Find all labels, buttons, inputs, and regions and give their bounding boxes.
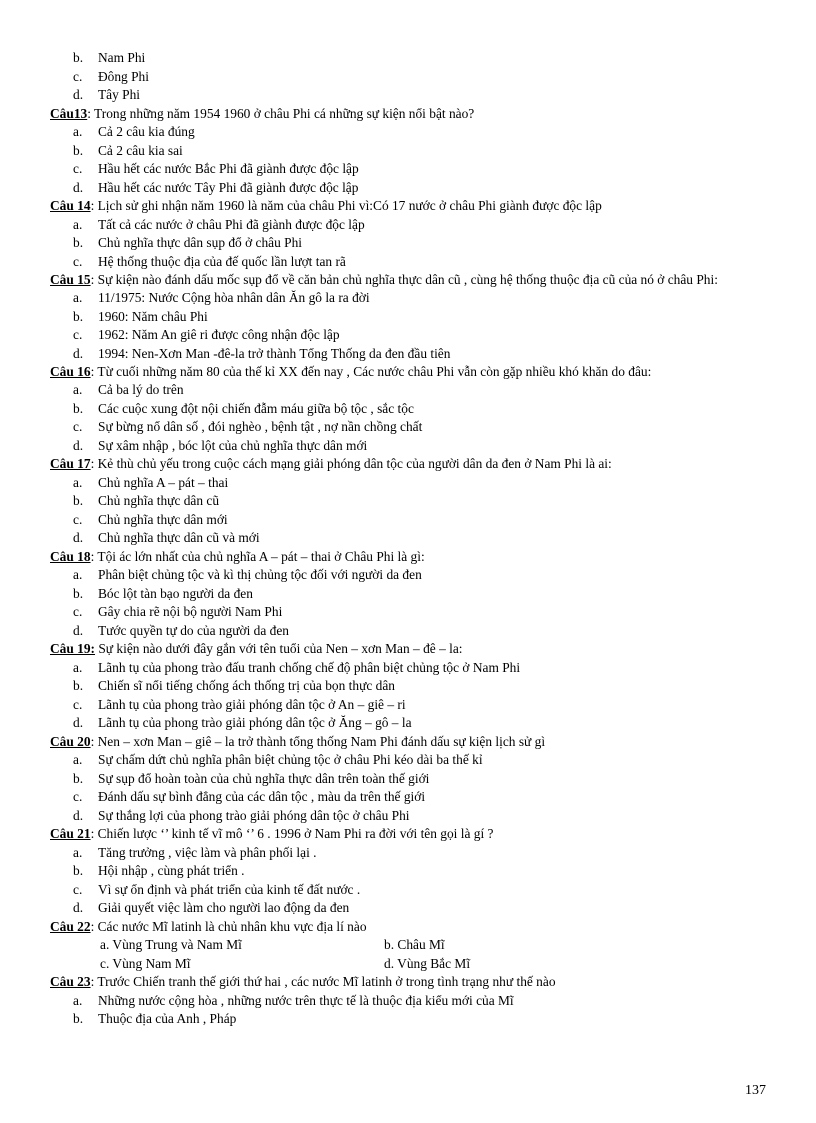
- option-text: Cả 2 câu kia sai: [98, 142, 183, 158]
- answer-option: [50, 418, 770, 437]
- question-block: [50, 105, 770, 198]
- question-number: Câu 18: [50, 548, 91, 564]
- answer-option-row: [50, 955, 770, 974]
- answer-option: [50, 381, 770, 400]
- option-text: Hệ thống thuộc địa của đế quốc lần lượt tan rã: [98, 253, 346, 269]
- answer-option: [50, 696, 770, 715]
- answer-option: [50, 529, 770, 548]
- option-text: Phân biệt chủng tộc và kì thị chủng tộc đối với người da đen: [98, 567, 422, 582]
- answer-option: [50, 714, 770, 733]
- option-label: b.: [73, 235, 84, 250]
- option-label: d.: [73, 900, 84, 915]
- option-label: c.: [73, 696, 83, 712]
- question-text: [50, 918, 770, 937]
- option-label: a.: [73, 124, 83, 139]
- option-text: Đánh dấu sự bình đẳng của các dân tộc , màu da trên thế giới: [98, 789, 426, 804]
- option-label: b.: [73, 400, 84, 416]
- answer-option: [50, 345, 770, 364]
- document-page: [50, 49, 770, 1029]
- answer-option: [50, 86, 770, 105]
- option-text: Tăng trưởng , việc làm và phân phối lại .: [98, 844, 317, 860]
- question-block: [50, 918, 770, 974]
- question-text: [50, 825, 770, 844]
- option-label: d.: [73, 87, 84, 102]
- question-text: [50, 271, 770, 289]
- question-text: [50, 363, 770, 381]
- option-label: b.: [73, 308, 84, 324]
- question-prompt: : Sự kiện nào đánh dấu mốc sụp đổ về căn bản chủ nghĩa thực dân cũ , cùng hệ thống thuộc địa cũ của nó ở châu Phi:: [90, 272, 718, 287]
- question-number: Câu 17: [50, 456, 91, 471]
- option-label: c.: [73, 68, 83, 84]
- option-text: Giải quyết việc làm cho người lao động da đen: [98, 900, 350, 915]
- option-label: d.: [73, 437, 84, 453]
- question-prompt: : Từ cuối những năm 80 của thế kỉ XX đến nay , Các nước châu Phi vẫn còn gặp nhiều khó khăn do đâu:: [90, 364, 652, 379]
- question-prompt: : Lịch sử ghi nhận năm 1960 là năm của châu Phi vì:Có 17 nước ở châu Phi giành được độc lập: [90, 198, 602, 213]
- option-text: Tây Phi: [98, 87, 141, 102]
- option-label: b.: [73, 585, 84, 601]
- option-label: b.: [73, 50, 84, 65]
- answer-option: [50, 585, 770, 604]
- answer-option: [50, 326, 770, 345]
- answer-option: d. Vùng Bắc Mĩ: [384, 955, 471, 971]
- answer-option: [50, 751, 770, 770]
- answer-option: a. Vùng Trung và Nam Mĩ: [100, 937, 242, 952]
- option-text: Đông Phi: [98, 68, 149, 84]
- option-text: Chủ nghĩa thực dân mới: [98, 511, 228, 527]
- answer-option: [50, 992, 770, 1011]
- option-label: a.: [73, 382, 83, 397]
- question-number: Câu 22: [50, 918, 91, 934]
- option-text: Nam Phi: [98, 50, 146, 65]
- option-label: b.: [73, 863, 84, 878]
- option-label: d.: [73, 622, 84, 638]
- answer-option: [50, 677, 770, 696]
- answer-option: [50, 511, 770, 530]
- question-prompt: : Chiến lược ‘’ kinh tế vĩ mô ‘’ 6 . 1996 ở Nam Phi ra đời với tên gọi là gí ?: [90, 826, 494, 841]
- option-text: Chủ nghĩa A – pát – thai: [98, 474, 229, 490]
- option-text: 11/1975: Nước Cộng hòa nhân dân Ăn gô la ra đời: [98, 290, 370, 305]
- answer-option: [50, 770, 770, 789]
- answer-option: [50, 603, 770, 622]
- option-text: Hầu hết các nước Tây Phi đã giành được độc lập: [98, 179, 359, 195]
- option-label: d.: [73, 179, 84, 195]
- answer-option: [50, 862, 770, 881]
- answer-option: [50, 234, 770, 253]
- option-text: Thuộc địa của Anh , Pháp: [98, 1011, 237, 1026]
- question-number: Câu 15: [50, 272, 91, 287]
- answer-option: [50, 216, 770, 235]
- answer-option: [50, 308, 770, 327]
- option-label: d.: [73, 530, 84, 545]
- option-text: Những nước cộng hòa , những nước trên thực tế là thuộc địa kiểu mới của Mĩ: [98, 992, 514, 1008]
- question-text: [50, 197, 770, 216]
- option-text: 1994: Nen-Xơn Man -đê-la trở thành Tổng Thống da đen đầu tiên: [98, 345, 451, 361]
- option-text: Tất cả các nước ở châu Phi đã giành được độc lập: [98, 216, 365, 232]
- option-label: b.: [73, 678, 84, 693]
- answer-option: [50, 788, 770, 807]
- question-block: [50, 455, 770, 548]
- option-text: Hầu hết các nước Bắc Phi đã giành được độc lập: [98, 161, 359, 176]
- question-prompt: : Kẻ thù chủ yếu trong cuộc cách mạng giải phóng dân tộc của người dân da đen ở Nam Phi là ai:: [90, 456, 612, 471]
- question-prompt: : Tội ác lớn nhất của chủ nghĩa A – pát – thai ở Châu Phi là gì:: [90, 548, 425, 564]
- answer-option: [50, 160, 770, 179]
- option-label: c.: [73, 789, 83, 804]
- option-text: Chiến sĩ nổi tiếng chống ách thống trị của bọn thực dân: [98, 678, 395, 693]
- option-text: Vì sự ổn định và phát triển của kinh tế đất nước .: [98, 881, 361, 897]
- question-block: [50, 733, 770, 826]
- question-number: Câu13: [50, 105, 88, 121]
- answer-option: [50, 622, 770, 641]
- option-label: c.: [73, 419, 83, 434]
- answer-option: [50, 142, 770, 161]
- question-block: [50, 197, 770, 271]
- answer-option: [50, 68, 770, 87]
- question-prompt: : Nen – xơn Man – giê – la trở thành tổng thống Nam Phi đánh dấu sự kiện lịch sử gì: [90, 733, 546, 749]
- answer-option: [50, 492, 770, 511]
- option-text: Chủ nghĩa thực dân cũ và mới: [98, 530, 260, 545]
- option-label: a.: [73, 290, 83, 305]
- option-label: a.: [73, 992, 83, 1008]
- option-label: b.: [73, 493, 84, 508]
- answer-option: [50, 289, 770, 308]
- option-label: a.: [73, 752, 83, 767]
- option-label: a.: [73, 567, 83, 582]
- question-text: [50, 973, 770, 992]
- question-prompt: : Các nước Mĩ latinh là chủ nhân khu vực địa lí nào: [90, 918, 367, 934]
- option-label: c.: [73, 604, 83, 619]
- question-prompt: : Trong những năm 1954 1960 ở châu Phi cá những sự kiện nổi bật nào?: [87, 105, 475, 121]
- option-text: Lãnh tụ của phong trào đấu tranh chống chế độ phân biệt chủng tộc ở Nam Phi: [98, 659, 521, 675]
- question-text: [50, 733, 770, 752]
- question-block: [50, 271, 770, 363]
- answer-option: [50, 49, 770, 68]
- question-number: Câu 23: [50, 974, 91, 989]
- answer-option: [50, 179, 770, 198]
- answer-option: [50, 807, 770, 826]
- option-label: d.: [73, 345, 84, 361]
- option-text: Chủ nghĩa thực dân sụp đổ ở châu Phi: [98, 235, 303, 250]
- question-text: [50, 105, 770, 124]
- answer-option: [50, 437, 770, 456]
- option-text: 1960: Năm châu Phi: [98, 308, 208, 324]
- question-block: [50, 640, 770, 733]
- option-label: c.: [73, 511, 83, 527]
- question-text: [50, 548, 770, 567]
- question-prompt: Sự kiện nào dưới đây gắn với tên tuổi của Nen – xơn Man – đê – la:: [95, 641, 463, 656]
- option-text: Chủ nghĩa thực dân cũ: [98, 493, 220, 508]
- question-block: [50, 548, 770, 641]
- question-number: Câu 21: [50, 826, 91, 841]
- option-text: Sự sụp đổ hoàn toàn của chủ nghĩa thực dân trên toàn thế giới: [98, 770, 430, 786]
- option-label: d.: [73, 807, 84, 823]
- question-block: [50, 825, 770, 918]
- option-text: Gây chia rẽ nội bộ người Nam Phi: [98, 604, 283, 619]
- answer-option: [50, 566, 770, 585]
- option-text: Các cuộc xung đột nội chiến đẫm máu giữa bộ tộc , sắc tộc: [98, 400, 414, 416]
- option-text: 1962: Năm An giê ri được công nhận độc lập: [98, 327, 340, 342]
- answer-option: [50, 881, 770, 900]
- option-label: a.: [73, 659, 83, 675]
- option-text: Tước quyền tự do của người da đen: [98, 622, 289, 638]
- option-text: Sự xâm nhập , bóc lột của chủ nghĩa thực dân mới: [98, 437, 368, 453]
- question-number: Câu 19:: [50, 641, 96, 656]
- option-text: Hội nhập , cùng phát triển .: [98, 863, 245, 878]
- option-text: Lãnh tụ của phong trào giải phóng dân tộc ở An – giê – ri: [98, 696, 406, 712]
- option-text: Cả ba lý do trên: [98, 382, 184, 397]
- option-label: c.: [73, 253, 83, 269]
- answer-option: [50, 253, 770, 272]
- answer-option-row: [50, 936, 770, 955]
- option-label: c.: [73, 327, 83, 342]
- option-label: a.: [73, 474, 83, 490]
- answer-option: [50, 844, 770, 863]
- option-label: c.: [73, 881, 83, 897]
- question-text: [50, 640, 770, 659]
- option-label: d.: [73, 715, 84, 730]
- answer-option: [50, 899, 770, 918]
- answer-option: [50, 659, 770, 678]
- question-block: [50, 363, 770, 455]
- option-text: Sự bừng nổ dân số , đói nghèo , bệnh tật , nợ nần chồng chất: [98, 419, 423, 434]
- answer-option: [50, 474, 770, 493]
- option-text: Sự thắng lợi của phong trào giải phóng dân tộc ở châu Phi: [98, 807, 410, 823]
- option-label: b.: [73, 770, 84, 786]
- question-prompt: : Trước Chiến tranh thế giới thứ hai , các nước Mĩ latinh ở trong tình trạng như thế nào: [90, 974, 556, 989]
- question-number: Câu 14: [50, 198, 91, 213]
- answer-option: [50, 1010, 770, 1029]
- answer-option: [50, 123, 770, 142]
- option-label: c.: [73, 161, 83, 176]
- answer-option: c. Vùng Nam Mĩ: [100, 955, 191, 971]
- page-number: 137: [745, 1083, 766, 1098]
- question-text: [50, 455, 770, 474]
- question-number: Câu 16: [50, 364, 91, 379]
- option-text: Cả 2 câu kia đúng: [98, 124, 195, 139]
- answer-option: [50, 400, 770, 419]
- lead-options: [50, 49, 770, 105]
- question-number: Câu 20: [50, 733, 91, 749]
- option-text: Lãnh tụ của phong trào giải phóng dân tộc ở Ăng – gô – la: [98, 715, 412, 730]
- option-label: b.: [73, 1011, 84, 1026]
- option-label: a.: [73, 844, 83, 860]
- option-text: Bóc lột tàn bạo người da đen: [98, 585, 253, 601]
- option-label: a.: [73, 216, 83, 232]
- option-text: Sự chấm dứt chủ nghĩa phân biệt chủng tộc ở châu Phi kéo dài ba thế kỉ: [98, 752, 483, 767]
- answer-option: b. Châu Mĩ: [384, 937, 445, 952]
- question-block: [50, 973, 770, 1029]
- option-label: b.: [73, 142, 84, 158]
- question-list: [50, 105, 770, 1029]
